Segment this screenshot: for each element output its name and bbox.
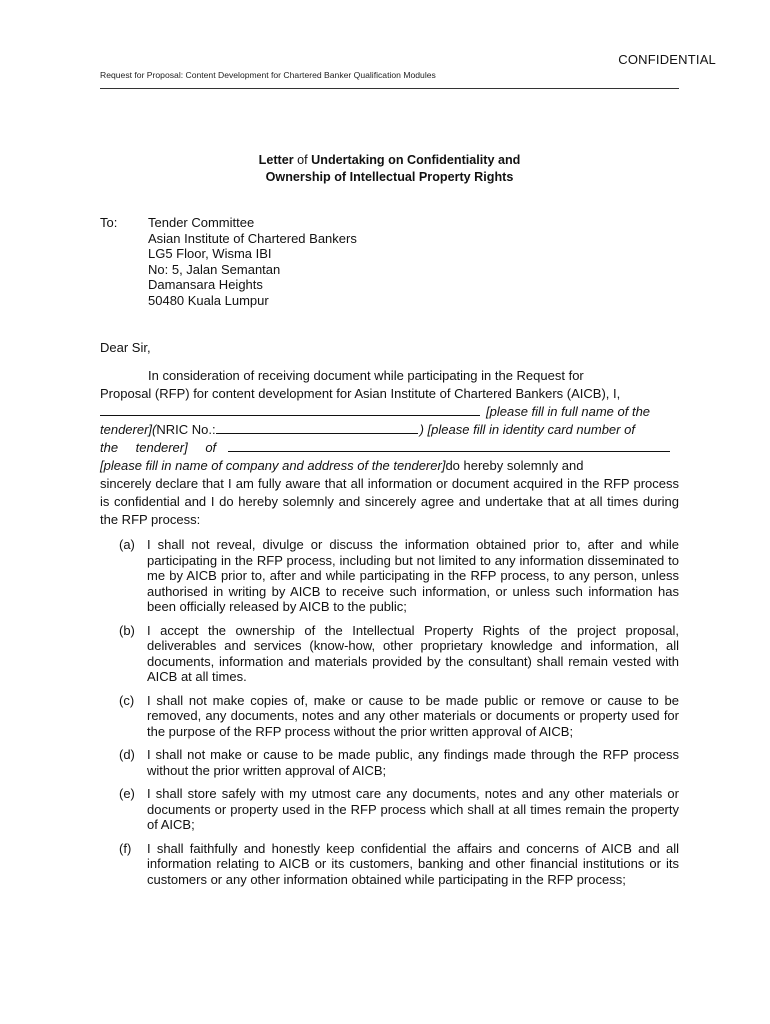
company-hint: [please fill in name of company and address of the tenderer] [100,458,446,473]
declaration-paragraph [100,367,679,529]
address-line: No: 5, Jalan Semantan [148,261,281,277]
identity-hint: ) [please fill in identity card number of [419,422,635,437]
list-marker: (d) [119,747,135,762]
paragraph-line [100,457,679,475]
confidential-label: CONFIDENTIAL [618,52,716,67]
paragraph-line [100,385,679,403]
header-rule [100,88,679,89]
salutation: Dear Sir, [100,340,151,355]
list-marker: (e) [119,786,135,801]
paragraph-line [100,439,679,457]
title-line-2: Ownership of Intellectual Property Rights [265,170,514,184]
list-item-text: I shall not make copies of, make or cause to be made public or remove or cause to be removed, any documents, notes and any other materials or documents or property used for the purpose of the RFP process without the prior written approval of AICB; [147,692,679,739]
list-item-text: I shall faithfully and honestly keep confidential the affairs and concerns of AICB and all information relating to AICB or its customers, banking and other financial institutions or its customers or any other information obtained while participating in the RFP process; [147,840,679,887]
running-head: Request for Proposal: Content Development for Chartered Banker Qualification Modules [100,70,436,80]
list-marker: (c) [119,692,135,708]
the-tenderer-of: the tenderer] of [100,440,217,455]
title-line-1 [100,152,679,169]
undertakings-list [100,537,679,895]
list-marker: (f) [119,840,132,856]
list-item [100,786,679,833]
full-name-hint: [please fill in full name of the [486,404,651,419]
tenderer-hint: tenderer]( [100,422,157,437]
list-item-text: I shall not make or cause to be made public, any findings made through the RFP process without the prior written approval of AICB; [147,747,679,778]
document-title [100,152,679,186]
list-item [100,537,679,615]
to-label: To: [100,215,118,230]
nric-blank[interactable] [216,421,418,434]
list-item [100,693,679,740]
paragraph-line [100,421,679,439]
list-item [100,841,679,888]
list-item-text: I shall store safely with my utmost care any documents, notes and any other materials or documents or property used in the RFP process which shall at all times remain the property of AICB; [147,786,679,832]
address-line: Damansara Heights [148,277,263,292]
paragraph-line [100,367,679,385]
title-line-1-rest: Undertaking on Confidentiality and [311,153,521,167]
list-marker: (b) [119,622,135,638]
title-word-letter: Letter [258,153,294,167]
nric-label: NRIC No.: [156,422,216,437]
address-line: 50480 Kuala Lumpur [148,292,269,308]
company-blank[interactable] [228,439,670,452]
paragraph-line [100,403,679,421]
p1-line2: Proposal (RFP) for content development for Asian Institute of Chartered Bankers (AICB), I, [100,386,621,401]
list-item [100,747,679,778]
address-line: Tender Committee [148,215,255,230]
list-item [100,623,679,685]
declare-start: do hereby solemnly and [445,458,584,473]
p1-line1: In consideration of receiving document while participating in the Request for [148,368,584,383]
address-line: Asian Institute of Chartered Bankers [148,230,357,246]
full-name-blank[interactable] [100,403,480,416]
p1-rest: sincerely declare that I am fully aware that all information or document acquired in the RFP process is confidential and I do hereby solemnly and sincerely agree and undertake that at all times during the RFP process: [100,476,679,527]
recipient-address [148,215,357,308]
address-line: LG5 Floor, Wisma IBI [148,246,272,261]
list-item-text: I accept the ownership of the Intellectual Property Rights of the project proposal, deliverables and services (know-how, other proprietary knowledge and information, all documents, information and materials provided by the consultant) shall remain vested with AICB at all times. [147,622,679,684]
list-item-text: I shall not reveal, divulge or discuss the information obtained prior to, after and while participating in the RFP process, including but not limited to any information disseminated to me by AICB prior to, after and while participating in the RFP process, to any person, unless authorised in writing by AICB to receive such information, or unless such information has been officially released by AICB to the public; [147,537,679,614]
title-word-of: of [297,153,308,167]
list-marker: (a) [119,537,135,552]
